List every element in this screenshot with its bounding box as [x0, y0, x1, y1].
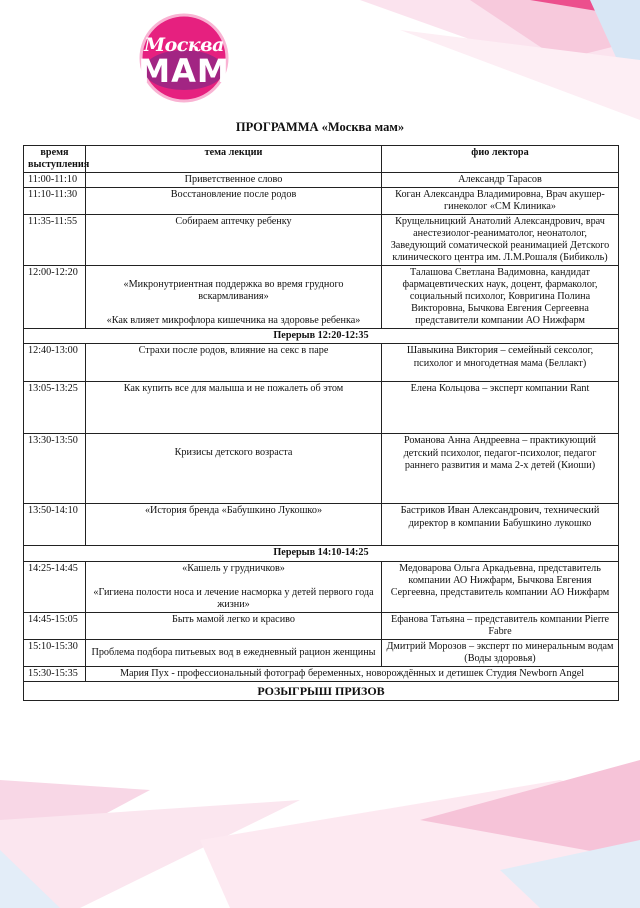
row-topic: Восстановление после родов [86, 188, 382, 215]
break-row [24, 546, 619, 561]
table-row [24, 639, 619, 666]
topic-line: «Как влияет микрофлора кишечника на здоровье ребенка» [106, 315, 361, 327]
row-speaker: Коган Александра Владимировна, Врач акушер-гинеколог «СМ Клиника» [382, 188, 619, 215]
row-topic [86, 561, 382, 612]
row-topic [86, 639, 382, 666]
break-label: Перерыв 14:10-14:25 [24, 546, 619, 561]
row-speaker: Медоварова Ольга Аркадьевна, представитель компании АО Нижфарм, Бычкова Евгения Сергеевна, представитель компании АО Нижфарм [382, 561, 619, 612]
row-time: 12:00-12:20 [24, 266, 86, 329]
row-speaker: Талашова Светлана Вадимовна, кандидат фармацевтических наук, доцент, фармаколог, социальный психолог, Ковригина Полина Викторовна, Бычкова Евгения Сергеевна представители компании АО Нижфарм [382, 266, 619, 329]
topic-line: Проблема подбора питьевых вод в ежедневный рацион женщины [91, 646, 376, 658]
table-row [24, 612, 619, 639]
row-topic: Собираем аптечку ребенку [86, 215, 382, 266]
row-time: 12:40-13:00 [24, 344, 86, 382]
row-topic [86, 266, 382, 329]
row-speaker: Крущельницкий Анатолий Александрович, врач анестезиолог-реаниматолог, неонатолог, Заведующий соматической реанимацией Детского клинического центра им. Л.М.Рошаля (Бибиколь) [382, 215, 619, 266]
row-topic: Быть мамой легко и красиво [86, 612, 382, 639]
prize-label: РОЗЫГРЫШ ПРИЗОВ [24, 681, 619, 700]
table-row [24, 215, 619, 266]
row-time: 13:05-13:25 [24, 382, 86, 434]
topic-line: Кризисы детского возраста [174, 447, 293, 459]
brand-logo [132, 12, 236, 104]
program-table [23, 145, 619, 701]
break-row [24, 329, 619, 344]
row-topic: «История бренда «Бабушкино Лукошко» [86, 504, 382, 546]
header-speaker: фио лектора [382, 146, 619, 173]
row-time: 11:35-11:55 [24, 215, 86, 266]
row-time: 11:10-11:30 [24, 188, 86, 215]
row-merged-info: Мария Пух - профессиональный фотограф беременных, новорождённых и детишек Студия Newborn Angel [86, 666, 619, 681]
row-speaker: Дмитрий Морозов – эксперт по минеральным водам (Воды здоровья) [382, 639, 619, 666]
row-speaker: Ефанова Татьяна – представитель компании Pierre Fabre [382, 612, 619, 639]
page-title: ПРОГРАММА «Москва мам» [235, 120, 405, 134]
row-speaker: Шавыкина Виктория – семейный сексолог, психолог и многодетная мама (Беллакт) [382, 344, 619, 382]
row-speaker: Александр Тарасов [382, 173, 619, 188]
topic-line: «Гигиена полости носа и лечение насморка у детей первого года жизни» [93, 586, 374, 610]
header-topic: тема лекции [86, 146, 382, 173]
table-row [24, 504, 619, 546]
topic-line: «Микронутриентная поддержка во время грудного вскармливания» [123, 279, 344, 303]
row-speaker: Бастриков Иван Александрович, технический директор в компании Бабушкино лукошко [382, 504, 619, 546]
row-topic: Приветственное слово [86, 173, 382, 188]
table-row [24, 173, 619, 188]
row-time: 14:45-15:05 [24, 612, 86, 639]
row-speaker: Романова Анна Андреевна – практикующий детский психолог, педагог-психолог, педагог раннего развития и мама 2-х детей (Киоши) [382, 434, 619, 504]
table-row [24, 382, 619, 434]
table-header-row [24, 146, 619, 173]
topic-line: «Кашель у грудничков» [182, 562, 285, 574]
row-topic [86, 434, 382, 504]
table-row [24, 666, 619, 681]
row-topic: Страхи после родов, влияние на секс в паре [86, 344, 382, 382]
break-label: Перерыв 12:20-12:35 [24, 329, 619, 344]
logo-text-top: Москва [144, 34, 224, 56]
table-row [24, 561, 619, 612]
row-speaker: Елена Кольцова – эксперт компании Rant [382, 382, 619, 434]
row-time: 15:10-15:30 [24, 639, 86, 666]
table-row [24, 434, 619, 504]
row-time: 11:00-11:10 [24, 173, 86, 188]
row-time: 14:25-14:45 [24, 561, 86, 612]
table-row [24, 266, 619, 329]
table-row [24, 344, 619, 382]
row-time: 15:30-15:35 [24, 666, 86, 681]
row-time: 13:50-14:10 [24, 504, 86, 546]
header-time: время выступления [24, 146, 86, 173]
prize-row [24, 681, 619, 700]
row-topic: Как купить все для малыша и не пожалеть об этом [86, 382, 382, 434]
logo-text-bottom: МАМ [138, 52, 230, 90]
row-time: 13:30-13:50 [24, 434, 86, 504]
table-row [24, 188, 619, 215]
